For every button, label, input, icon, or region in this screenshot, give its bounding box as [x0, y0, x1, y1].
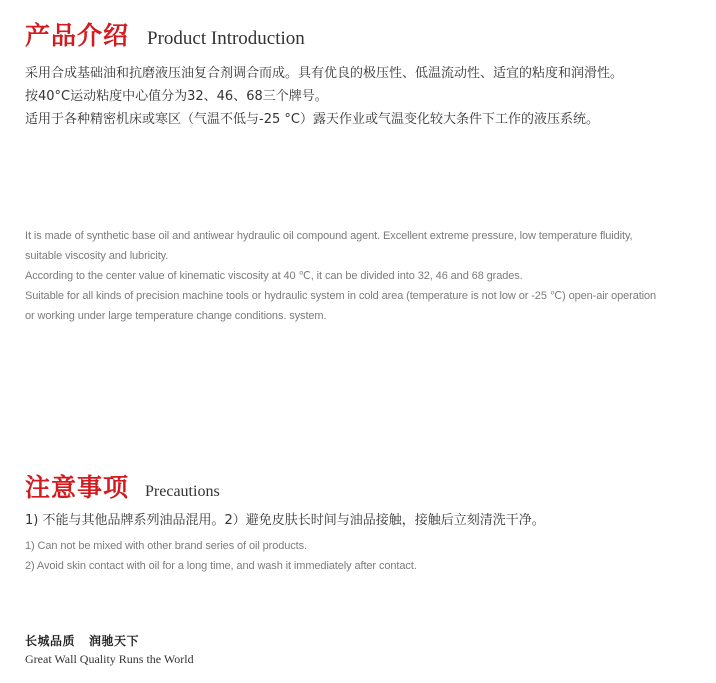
paragraph-line: According to the center value of kinematic viscosity at 40 ℃, it can be divided into 32, 46 and 68 grades.: [25, 270, 523, 282]
section-title-en: Precautions: [145, 483, 220, 500]
paragraph-line: 1) Can not be mixed with other brand series of oil products.: [25, 540, 307, 552]
section-title-zh: 注意事项: [25, 473, 130, 502]
paragraph-line: 适用于各种精密机床或寒区（气温不低与-25 °C）露天作业或气温变化较大条件下工作的液压系统。: [25, 112, 599, 127]
slogan-part: 长城品质: [25, 634, 76, 648]
introduction-english-text: [25, 226, 656, 326]
paragraph-line: 2) Avoid skin contact with oil for a long time, and wash it immediately after contact.: [25, 560, 417, 572]
slogan-part: 润驰天下: [89, 634, 140, 648]
paragraph-line: Suitable for all kinds of precision machine tools or hydraulic system in cold area (temperature is not low or -25 ℃) open-air operation: [25, 290, 657, 302]
introduction-chinese-text: [25, 62, 623, 131]
precautions-english-text: [25, 536, 417, 576]
slogan-english: Great Wall Quality Runs the World: [25, 652, 194, 666]
section-title-en: Product Introduction: [147, 28, 305, 49]
paragraph-line: 1) 不能与其他品牌系列油品混用。2）避免皮肤长时间与油品接触，接触后立刻清洗干净。: [25, 513, 545, 528]
product-introduction-heading: [25, 16, 305, 52]
paragraph-line: It is made of synthetic base oil and antiwear hydraulic oil compound agent. Excellent extreme pressure, low temperature fluidity,: [25, 230, 633, 242]
precautions-heading: [25, 468, 220, 504]
precautions-chinese-text: [25, 509, 545, 532]
slogan-chinese: [25, 632, 139, 649]
paragraph-line: 采用合成基础油和抗磨液压油复合剂调合而成。具有优良的极压性、低温流动性、适宜的粘度和润滑性。: [25, 66, 624, 81]
paragraph-line: or working under large temperature change conditions. system.: [25, 310, 327, 322]
paragraph-line: 按40°C运动粘度中心值分为32、46、68三个牌号。: [25, 89, 328, 104]
paragraph-line: suitable viscosity and lubricity.: [25, 250, 169, 262]
section-title-zh: 产品介绍: [25, 21, 130, 50]
